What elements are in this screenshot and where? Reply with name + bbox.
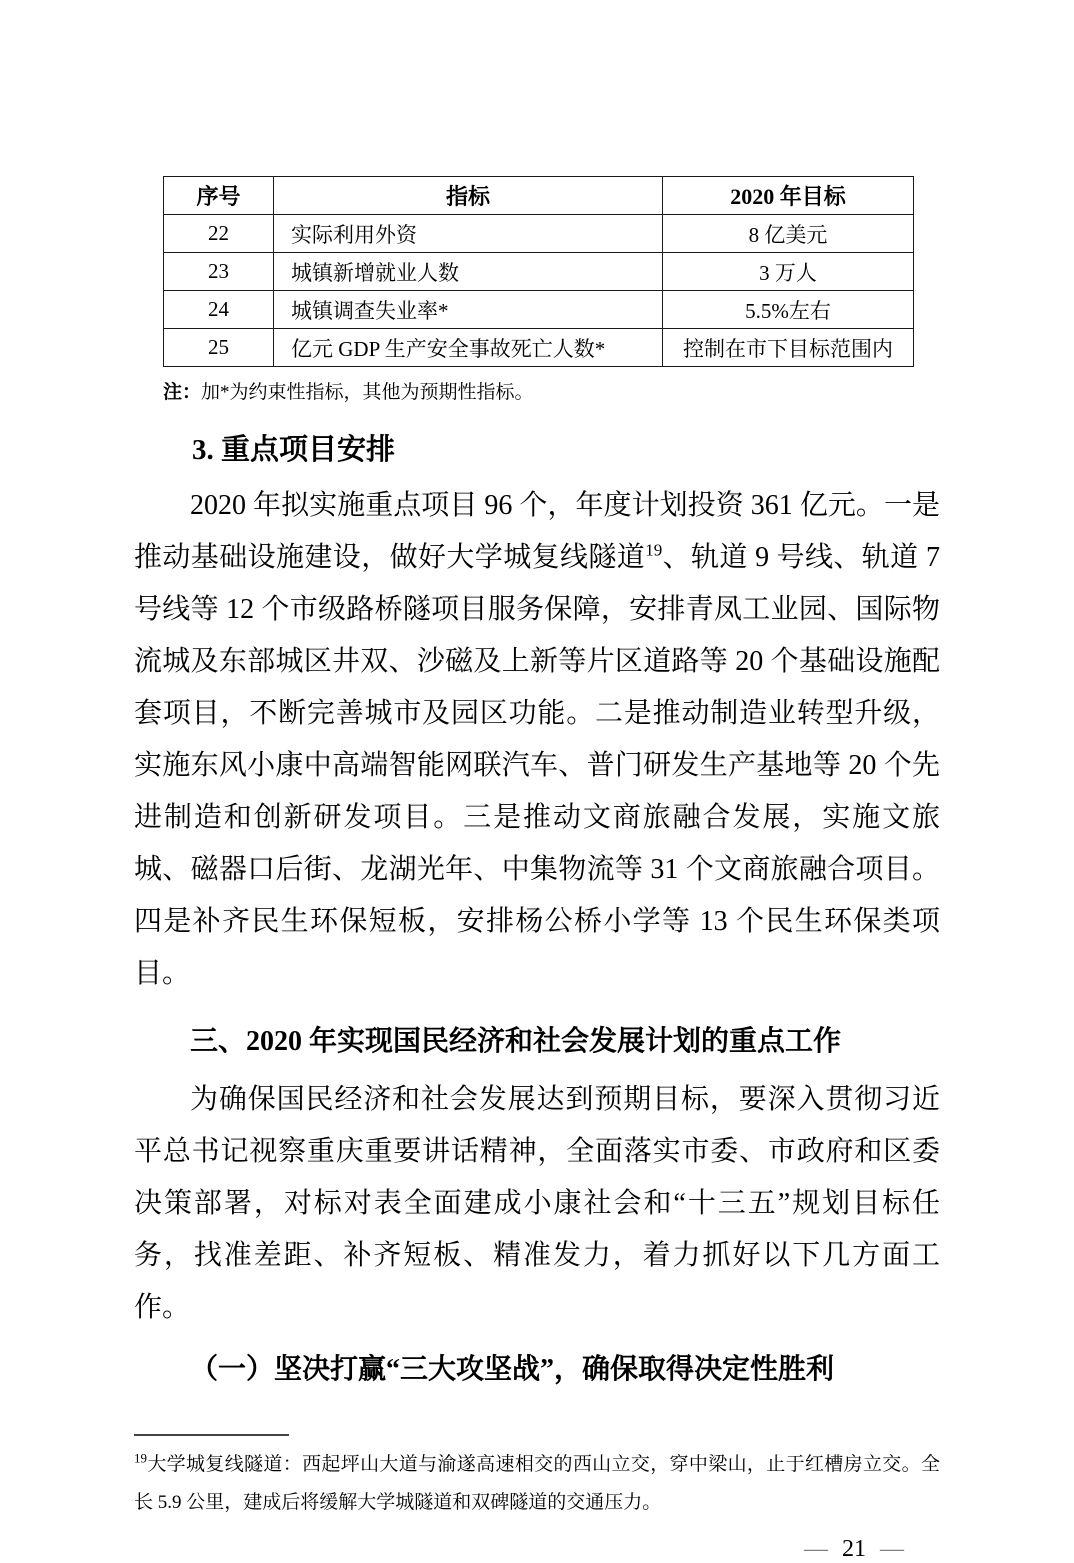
paragraph-text: 2020 年拟实施重点项目 96 个，年度计划投资 361 亿元。一是推动基础设施建设，做好大学城复线隧道 (134, 490, 940, 573)
cell-indicator: 亿元 GDP 生产安全事故死亡人数* (274, 329, 663, 367)
paragraph-text: 、轨道 9 号线、轨道 7 号线等 12 个市级路桥隧项目服务保障，安排青凤工业园、国际物流城及东部城区井双、沙磁及上新等片区道路等 20 个基础设施配套项目，不断完善城市及园区功能。二是推动制造业转型升级，实施东风小康中高端智能网联汽车、普门研发生产基地等 20 个先进制造和创新研发项目。三是推动文商旅融合发展，实施文旅城、磁器口后街、龙湖光年、中集物流等 31 个文商旅融合项目。四是补齐民生环保短板，安排杨公桥小学等 13 个民生环保类项目。 (134, 542, 940, 989)
cell-target: 8 亿美元 (663, 215, 914, 253)
table-row (164, 253, 914, 291)
page-number (134, 1536, 940, 1563)
table-row (164, 215, 914, 253)
cell-indicator: 实际利用外资 (274, 215, 663, 253)
heading-subsection-one: （一）坚决打赢“三大攻坚战”，确保取得决定性胜利 (190, 1354, 835, 1385)
note-text: 加*为约束性指标，其他为预期性指标。 (201, 382, 534, 403)
note-label: 注： (163, 382, 202, 403)
cell-target: 5.5%左右 (663, 291, 914, 329)
footnote-marker-19: 19 (134, 1450, 147, 1466)
paragraph-section-three-intro: 为确保国民经济和社会发展达到预期目标，要深入贯彻习近平总书记视察重庆重要讲话精神，全面落实市委、市政府和区委决策部署，对标对表全面建成小康社会和“十三五”规划目标任务，找准差距、补齐短板、精准发力，着力抓好以下几方面工作。 (134, 1084, 940, 1323)
cell-serial: 22 (164, 215, 274, 253)
cell-indicator: 城镇调查失业率* (274, 291, 663, 329)
footnote-text: 大学城复线隧道：西起坪山大道与渝遂高速相交的西山立交，穿中梁山，止于红槽房立交。全长 5.9 公里，建成后将缓解大学城隧道和双碑隧道的交通压力。 (134, 1454, 940, 1513)
table-header-row (164, 177, 914, 215)
table-row (164, 291, 914, 329)
page-number-dash-left: — (804, 1536, 828, 1562)
cell-target: 3 万人 (663, 253, 914, 291)
table-note (163, 380, 940, 406)
heading-key-projects: 3. 重点项目安排 (192, 434, 396, 466)
cell-serial: 23 (164, 253, 274, 291)
paragraph-key-projects (134, 480, 940, 1000)
table-row (164, 329, 914, 367)
cell-target: 控制在市下目标范围内 (663, 329, 914, 367)
page-number-dash-right: — (880, 1536, 904, 1562)
header-2020-target: 2020 年目标 (663, 177, 914, 215)
cell-serial: 25 (164, 329, 274, 367)
footnote-separator-line (134, 1434, 289, 1436)
heading-section-three: 三、2020 年实现国民经济和社会发展计划的重点工作 (190, 1026, 842, 1057)
cell-serial: 24 (164, 291, 274, 329)
header-indicator: 指标 (274, 177, 663, 215)
footnote-19 (134, 1446, 940, 1522)
indicators-table (163, 176, 914, 367)
header-serial-number: 序号 (164, 177, 274, 215)
footnote-reference-19: 19 (645, 540, 663, 560)
cell-indicator: 城镇新增就业人数 (274, 253, 663, 291)
page-number-value: 21 (842, 1536, 866, 1562)
